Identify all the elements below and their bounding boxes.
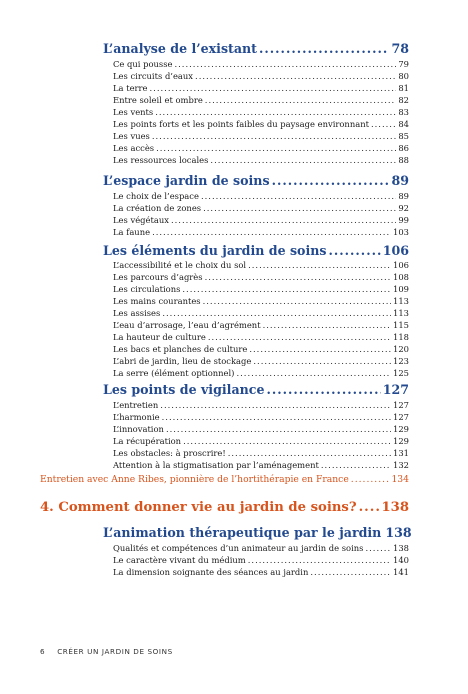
toc-entry[interactable] xyxy=(113,131,409,141)
entry-label: La serre (élément optionnel) xyxy=(113,368,235,378)
toc-entry[interactable] xyxy=(113,296,409,306)
entry-label: Les points forts et les points faibles du paysage environnant xyxy=(113,119,369,129)
toc-entry[interactable] xyxy=(113,332,409,342)
leader-dots xyxy=(321,460,391,470)
entry-label: Entre soleil et ombre xyxy=(113,95,203,105)
entry-label: Attention à la stigmatisation par l’aménagement xyxy=(113,460,319,470)
toc-entry[interactable] xyxy=(113,424,409,434)
entry-page: 113 xyxy=(393,308,409,318)
entry-label: Les bacs et planches de culture xyxy=(113,344,248,354)
page-number: 138 xyxy=(385,525,412,540)
leader-dots xyxy=(310,567,391,577)
part-title: 4. Comment donner vie au jardin de soins? xyxy=(40,500,357,515)
toc-entry[interactable] xyxy=(113,203,409,213)
leader-dots xyxy=(152,131,396,141)
section-title: L’animation thérapeutique par le jardin xyxy=(103,525,382,540)
entry-page: 140 xyxy=(393,555,409,565)
toc-entry[interactable] xyxy=(113,543,409,553)
entry-page: 125 xyxy=(393,368,409,378)
toc-entry[interactable] xyxy=(113,344,409,354)
entry-page: 120 xyxy=(393,344,409,354)
page-number: 106 xyxy=(382,243,409,258)
toc-entry[interactable] xyxy=(113,191,409,201)
leader-dots xyxy=(171,215,396,225)
entry-label: La dimension soignante des séances au jardin xyxy=(113,567,309,577)
interview-page: 134 xyxy=(391,474,409,485)
entry-page: 99 xyxy=(398,215,409,225)
leader-dots xyxy=(249,344,391,354)
entry-page: 80 xyxy=(398,71,409,81)
entry-label: Les vues xyxy=(113,131,150,141)
toc-entry[interactable] xyxy=(113,448,409,458)
entry-label: L’harmonie xyxy=(113,412,160,422)
leader-dots xyxy=(365,543,391,553)
entry-label: Les végétaux xyxy=(113,215,169,225)
leader-dots xyxy=(160,400,391,410)
toc-section-heading[interactable] xyxy=(103,243,409,258)
entry-page: 106 xyxy=(393,260,409,270)
section-title: L’analyse de l’existant xyxy=(103,41,258,56)
toc-entry[interactable] xyxy=(113,368,409,378)
toc-entry[interactable] xyxy=(113,356,409,366)
entry-label: L’entretien xyxy=(113,400,159,410)
toc-section-heading[interactable] xyxy=(103,41,409,56)
leader-dots xyxy=(166,424,391,434)
toc-entry[interactable] xyxy=(113,107,409,117)
page-number: 127 xyxy=(382,382,409,397)
entry-label: Les obstacles: à proscrire! xyxy=(113,448,226,458)
page-footer xyxy=(40,647,173,656)
leader-dots xyxy=(203,296,391,306)
leader-dots xyxy=(359,500,380,515)
leader-dots xyxy=(266,382,380,397)
toc-entry[interactable] xyxy=(113,555,409,565)
entry-label: Les assises xyxy=(113,308,161,318)
part-page: 138 xyxy=(381,500,409,515)
leader-dots xyxy=(253,356,391,366)
page-number: 78 xyxy=(391,41,409,56)
entry-page: 86 xyxy=(398,143,409,153)
toc-entry[interactable] xyxy=(113,71,409,81)
section-title: L’espace jardin de soins xyxy=(103,173,270,188)
toc-entry[interactable] xyxy=(113,567,409,577)
entry-label: La création de zones xyxy=(113,203,202,213)
entry-page: 129 xyxy=(393,436,409,446)
entry-page: 108 xyxy=(393,272,409,282)
entry-page: 88 xyxy=(398,155,409,165)
leader-dots xyxy=(156,143,396,153)
leader-dots xyxy=(248,260,391,270)
entry-label: L’innovation xyxy=(113,424,164,434)
entry-label: La récupération xyxy=(113,436,182,446)
leader-dots xyxy=(248,555,391,565)
leader-dots xyxy=(272,173,390,188)
entry-page: 113 xyxy=(393,296,409,306)
footer-page-number: 6 xyxy=(40,647,46,656)
section-title: Les points de vigilance xyxy=(103,382,265,397)
toc-entry[interactable] xyxy=(113,155,409,165)
entry-label: Les circulations xyxy=(113,284,181,294)
toc-part-heading[interactable] xyxy=(40,500,409,515)
entry-page: 92 xyxy=(398,203,409,213)
leader-dots xyxy=(150,83,397,93)
entry-page: 127 xyxy=(393,400,409,410)
leader-dots xyxy=(208,332,391,342)
toc-entry[interactable] xyxy=(113,59,409,69)
toc-section-heading[interactable] xyxy=(103,173,409,188)
entry-label: Le caractère vivant du médium xyxy=(113,555,246,565)
leader-dots xyxy=(152,227,391,237)
leader-dots xyxy=(259,41,389,56)
entry-label: Les mains courantes xyxy=(113,296,201,306)
entry-label: Les circuits d’eaux xyxy=(113,71,194,81)
footer-book-title: CRÉER UN JARDIN DE SOINS xyxy=(57,647,173,656)
entry-label: La terre xyxy=(113,83,148,93)
entry-page: 103 xyxy=(393,227,409,237)
toc-entry[interactable] xyxy=(113,143,409,153)
leader-dots xyxy=(329,243,381,258)
toc-entry[interactable] xyxy=(113,215,409,225)
entry-label: Les parcours d’agrès xyxy=(113,272,203,282)
leader-dots xyxy=(201,191,396,201)
entry-page: 141 xyxy=(393,567,409,577)
entry-page: 89 xyxy=(398,191,409,201)
toc-entry[interactable] xyxy=(113,400,409,410)
entry-label: Le choix de l’espace xyxy=(113,191,199,201)
page-number: 89 xyxy=(391,173,409,188)
toc-entry[interactable] xyxy=(113,320,409,330)
entry-label: La faune xyxy=(113,227,151,237)
leader-dots xyxy=(182,284,391,294)
leader-dots xyxy=(263,320,391,330)
interview-label: Entretien avec Anne Ribes, pionnière de l’hortithérapie en France xyxy=(40,474,349,485)
entry-page: 127 xyxy=(393,412,409,422)
leader-dots xyxy=(228,448,391,458)
leader-dots xyxy=(162,412,391,422)
entry-page: 84 xyxy=(398,119,409,129)
toc-entry[interactable] xyxy=(113,412,409,422)
toc-entry[interactable] xyxy=(113,460,409,470)
leader-dots xyxy=(162,308,391,318)
toc-interview-entry[interactable] xyxy=(40,474,409,485)
leader-dots xyxy=(205,95,397,105)
toc-entry[interactable] xyxy=(113,83,409,93)
toc-entry[interactable] xyxy=(113,436,409,446)
entry-page: 129 xyxy=(393,424,409,434)
entry-page: 83 xyxy=(398,107,409,117)
toc-section-heading[interactable] xyxy=(103,525,412,540)
entry-page: 118 xyxy=(393,332,409,342)
entry-label: L’abri de jardin, lieu de stockage xyxy=(113,356,252,366)
toc-entry[interactable] xyxy=(113,95,409,105)
entry-label: Les accès xyxy=(113,143,155,153)
leader-dots xyxy=(174,59,396,69)
entry-label: La hauteur de culture xyxy=(113,332,206,342)
leader-dots xyxy=(203,203,396,213)
entry-page: 81 xyxy=(398,83,409,93)
section-title: Les éléments du jardin de soins xyxy=(103,243,327,258)
toc-entry[interactable] xyxy=(113,119,409,129)
entry-label: Ce qui pousse xyxy=(113,59,173,69)
toc-entry[interactable] xyxy=(113,227,409,237)
entry-label: Qualités et compétences d’un animateur au jardin de soins xyxy=(113,543,364,553)
entry-page: 115 xyxy=(393,320,409,330)
leader-dots xyxy=(183,436,391,446)
toc-entry[interactable] xyxy=(113,260,409,270)
toc-entry[interactable] xyxy=(113,284,409,294)
entry-page: 132 xyxy=(393,460,409,470)
entry-page: 85 xyxy=(398,131,409,141)
entry-page: 123 xyxy=(393,356,409,366)
leader-dots xyxy=(210,155,396,165)
entry-page: 131 xyxy=(393,448,409,458)
leader-dots xyxy=(351,474,390,485)
entry-label: L’eau d’arrosage, l’eau d’agrément xyxy=(113,320,261,330)
entry-page: 138 xyxy=(393,543,409,553)
entry-page: 79 xyxy=(398,59,409,69)
leader-dots xyxy=(155,107,396,117)
entry-page: 82 xyxy=(398,95,409,105)
leader-dots xyxy=(371,119,396,129)
entry-label: Les vents xyxy=(113,107,154,117)
entry-label: Les ressources locales xyxy=(113,155,209,165)
leader-dots xyxy=(195,71,396,81)
toc-section-heading[interactable] xyxy=(103,382,409,397)
entry-page: 109 xyxy=(393,284,409,294)
toc-entry[interactable] xyxy=(113,272,409,282)
leader-dots xyxy=(236,368,391,378)
entry-label: L’accessibilité et le choix du sol xyxy=(113,260,247,270)
leader-dots xyxy=(205,272,391,282)
toc-entry[interactable] xyxy=(113,308,409,318)
